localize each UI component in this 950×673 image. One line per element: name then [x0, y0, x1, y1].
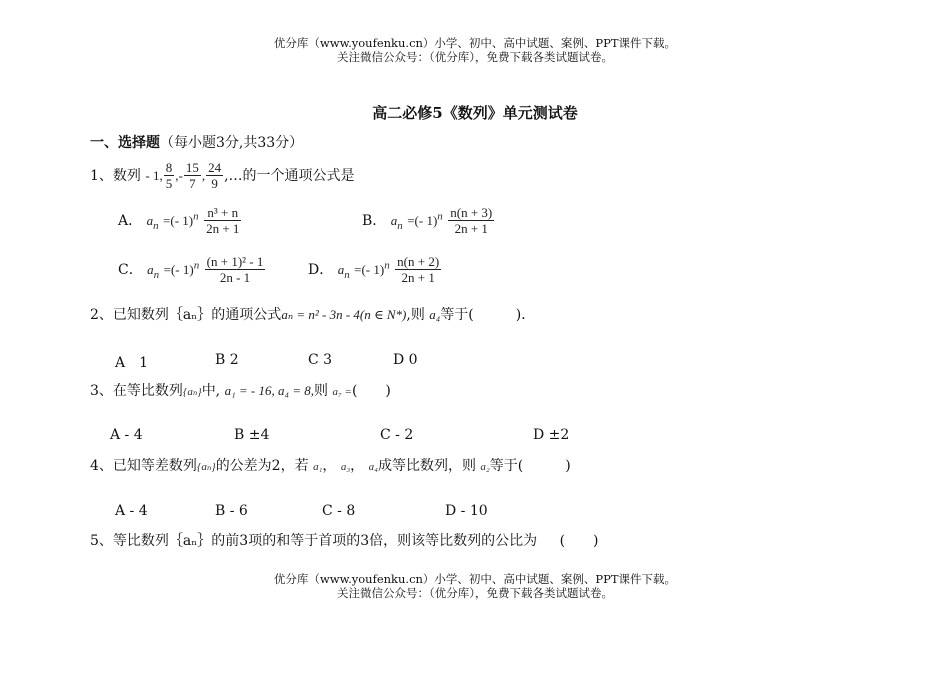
- q1-text-after: ,…的一个通项公式是: [224, 168, 355, 184]
- q4-term-3: a₃: [340, 461, 351, 473]
- q2-formula: aₙ = n² - 3n - 4(n ∈ N*): [281, 307, 407, 322]
- q5-paren: ( ): [559, 533, 599, 549]
- q3-text-then: 则: [314, 383, 329, 399]
- q4-option-c: C - 8: [322, 503, 356, 519]
- q1-option-a-pow: n: [193, 210, 199, 223]
- q1-f1-num: 8: [165, 160, 173, 175]
- q1-option-b-eq: =(- 1): [407, 213, 438, 228]
- q1-option-b-label: B．: [362, 213, 387, 229]
- q1-option-a-label: A．: [118, 213, 143, 229]
- footer-line-1: 优分库（www.youfenku.cn）小学、初中、高中试题、案例、PPT课件下载。: [273, 572, 677, 586]
- q4-text-then: 成等比数列，则: [377, 458, 476, 474]
- q1-option-b-num: n(n + 3): [450, 205, 493, 220]
- q1-option-d-fraction: [395, 255, 441, 285]
- q1-option-d-eq: =(- 1): [354, 262, 385, 277]
- q4-comma-1: ，: [322, 458, 337, 474]
- q3-paren: ( ): [351, 383, 391, 399]
- q1-option-d-lhs: a: [337, 262, 345, 277]
- q1-sep-2: ,: [201, 168, 206, 183]
- q3-text-mid: 中,: [201, 383, 221, 399]
- q1-option-d-sub: n: [344, 268, 350, 281]
- q1-f3-num: 24: [208, 160, 222, 175]
- q4-term-4: a₄: [368, 461, 378, 473]
- q1-fraction-3: [206, 161, 223, 191]
- q3-text-before: 3、在等比数列: [90, 383, 183, 399]
- question-1: [90, 158, 355, 194]
- q2-text-after: 等于( )．: [440, 307, 536, 323]
- q1-f1-den: 5: [165, 176, 173, 191]
- q1-option-b: [362, 206, 495, 236]
- q1-option-b-sub: n: [397, 219, 403, 232]
- q1-option-b-lhs: a: [390, 213, 398, 228]
- q1-f3-den: 9: [211, 176, 218, 191]
- q2-option-c: C 3: [308, 352, 333, 368]
- q1-option-b-pow: n: [437, 210, 443, 223]
- q1-fraction-2: [184, 161, 201, 191]
- q1-option-c-pow: n: [193, 259, 200, 272]
- q4-text-after: 等于( ): [489, 458, 571, 474]
- q2-target: a₄: [429, 307, 441, 322]
- q1-option-c-den: 2n - 1: [219, 270, 251, 285]
- q1-option-b-den: 2n + 1: [454, 221, 488, 236]
- q4-option-b: B - 6: [215, 503, 248, 519]
- q4-option-a: A - 4: [115, 503, 148, 519]
- q2-option-a: A 1: [115, 355, 149, 371]
- q2-text-mid: ,则: [406, 307, 425, 323]
- q1-option-d-num: n(n + 2): [397, 254, 440, 269]
- q4-seq: {aₙ}: [196, 461, 216, 473]
- q1-option-c-label: C．: [118, 262, 143, 278]
- q1-f2-num: 15: [185, 160, 199, 175]
- q1-option-a-eq: =(- 1): [163, 213, 194, 228]
- q1-f2-den: 7: [189, 176, 196, 191]
- q1-option-a-sub: n: [153, 219, 159, 232]
- q1-option-a: [118, 206, 242, 236]
- header-line-2: 关注微信公众号：（优分库），免费下载各类试题试卷。: [337, 50, 613, 64]
- q4-term-1: a₁: [313, 461, 323, 473]
- q1-option-a-num: n³ + n: [204, 206, 241, 221]
- question-2: [90, 304, 535, 324]
- q1-option-c-lhs: a: [147, 262, 154, 277]
- q1-option-c: [118, 255, 266, 285]
- page-title: 高二必修5《数列》单元测试卷: [372, 104, 578, 122]
- q2-option-d: D 0: [393, 352, 418, 368]
- question-4: [90, 455, 571, 475]
- q3-target: a₇ =: [332, 386, 352, 398]
- q1-option-a-fraction: [204, 206, 241, 236]
- q3-option-b: B ±4: [234, 427, 270, 443]
- footer-line-2: 关注微信公众号：（优分库），免费下载各类试题试卷。: [337, 586, 613, 600]
- question-3: [90, 380, 391, 400]
- q4-text-before: 4、已知等差数列: [90, 458, 197, 474]
- question-5: [90, 530, 599, 550]
- q3-seq: {aₙ}: [182, 386, 202, 398]
- q4-target: a₂: [480, 461, 490, 473]
- q2-text-before: 2、已知数列｛aₙ｝的通项公式: [90, 307, 282, 323]
- q1-text-before: 1、数列: [90, 168, 141, 184]
- q1-option-d-den: 2n + 1: [401, 270, 435, 285]
- q1-option-c-fraction: [205, 255, 266, 285]
- section-note: （每小题3分,共33分）: [160, 135, 304, 151]
- q1-option-c-eq: =(- 1): [163, 262, 194, 277]
- q5-text: 5、等比数列｛aₙ｝的前3项的和等于首项的3倍，则该等比数列的公比为: [90, 533, 538, 549]
- header-line-1: 优分库（www.youfenku.cn）小学、初中、高中试题、案例、PPT课件下载。: [273, 36, 677, 50]
- q4-option-d: D - 10: [445, 503, 488, 519]
- q3-option-a: A - 4: [110, 427, 143, 443]
- q1-option-d: [308, 255, 442, 285]
- q1-fraction-1: [164, 161, 175, 191]
- section-heading: [90, 132, 303, 152]
- q3-option-c: C - 2: [380, 427, 414, 443]
- q3-option-d: D ±2: [533, 427, 570, 443]
- q1-option-b-fraction: [448, 206, 494, 236]
- q1-sep-1: ,-: [175, 168, 183, 183]
- q3-condition: a₁ = - 16, a₄ = 8,: [224, 383, 315, 398]
- q1-option-d-pow: n: [384, 259, 390, 272]
- section-label: 一、选择题: [90, 135, 160, 151]
- q4-text-mid: 的公差为2，若: [215, 458, 309, 474]
- q1-option-c-num: (n + 1)² - 1: [206, 254, 264, 269]
- q4-comma-2: ，: [350, 458, 365, 474]
- q1-seq-start: - 1,: [145, 168, 163, 183]
- q1-option-a-den: 2n + 1: [206, 221, 240, 236]
- q1-option-a-lhs: a: [146, 213, 154, 228]
- q2-option-b: B 2: [215, 352, 239, 368]
- q1-option-c-sub: n: [153, 268, 160, 281]
- q1-option-d-label: D．: [308, 262, 334, 278]
